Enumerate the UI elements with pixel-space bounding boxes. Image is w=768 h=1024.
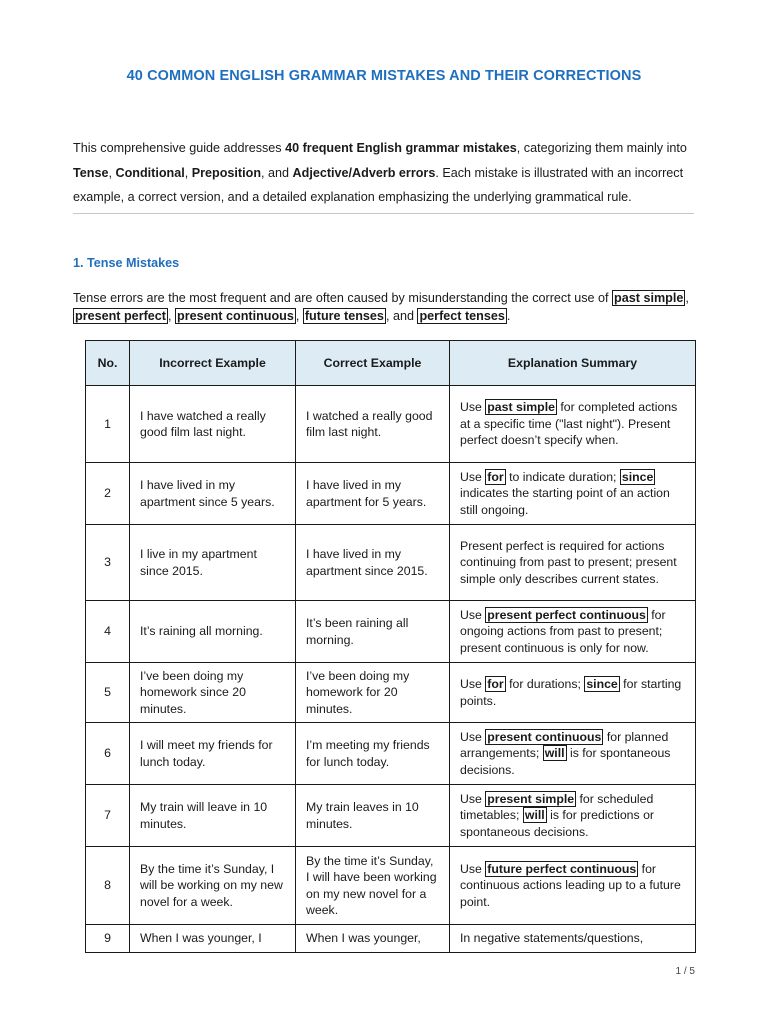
explanation-text: for planned arrangements; bbox=[460, 729, 669, 761]
header-correct-example: Correct Example bbox=[296, 341, 450, 386]
header-incorrect-example: Incorrect Example bbox=[130, 341, 296, 386]
cell-correct-example: My train leaves in 10 minutes. bbox=[296, 785, 450, 847]
keyword-highlight: for bbox=[487, 677, 504, 691]
keyword-present-perfect: present perfect bbox=[75, 309, 166, 323]
explanation-text: Use bbox=[460, 677, 486, 691]
intro-text: , bbox=[108, 165, 116, 180]
explanation-text: Use bbox=[460, 400, 486, 415]
cell-correct-example: I watched a really good film last night. bbox=[296, 386, 450, 463]
cell-incorrect-example: When I was younger, I bbox=[130, 925, 296, 953]
header-explanation-summary: Explanation Summary bbox=[450, 341, 696, 386]
intro-paragraph bbox=[73, 136, 713, 210]
cell-explanation bbox=[450, 386, 696, 463]
table-row bbox=[86, 925, 696, 953]
section-heading: 1. Tense Mistakes bbox=[73, 256, 180, 270]
keyword-present-continuous: present continuous bbox=[177, 309, 294, 323]
cell-correct-example: I’ve been doing my homework for 20 minutes. bbox=[296, 663, 450, 723]
cell-explanation bbox=[450, 847, 696, 925]
keyword-perfect-tenses: perfect tenses bbox=[419, 309, 505, 323]
explanation-text: for durations; bbox=[505, 677, 585, 691]
table-row bbox=[86, 601, 696, 663]
cell-explanation bbox=[450, 723, 696, 785]
explanation-text: indicates the starting point of an action still ongoing. bbox=[460, 486, 670, 517]
cell-incorrect-example: I have watched a really good film last night. bbox=[130, 386, 296, 463]
table-row bbox=[86, 525, 696, 601]
tense-mistakes-table bbox=[85, 340, 696, 953]
document-title: 40 COMMON ENGLISH GRAMMAR MISTAKES AND THEIR CORRECTIONS bbox=[126, 68, 642, 84]
explanation-text: Use bbox=[460, 469, 486, 484]
explanation-text: for continuous actions leading up to a future point. bbox=[460, 861, 681, 909]
horizontal-divider bbox=[73, 213, 694, 214]
intro-bold-preposition: Preposition bbox=[191, 165, 262, 180]
keyword-highlight: present simple bbox=[487, 791, 575, 806]
intro-bold-tense: Tense bbox=[73, 165, 109, 180]
explanation-text: for starting points. bbox=[460, 677, 682, 708]
explanation-text: is for predictions or spontaneous decisions. bbox=[460, 808, 655, 839]
intro-text: , categorizing them mainly into bbox=[516, 141, 687, 155]
keyword-highlight: since bbox=[586, 677, 618, 691]
section-intro-text: , bbox=[295, 309, 303, 323]
header-no: No. bbox=[86, 341, 130, 386]
cell-correct-example: When I was younger, bbox=[296, 925, 450, 953]
keyword-future-tenses: future tenses bbox=[304, 309, 384, 323]
cell-correct-example: I have lived in my apartment since 2015. bbox=[296, 525, 450, 601]
section-intro-text: , bbox=[168, 309, 175, 323]
keyword-highlight: future perfect continuous bbox=[487, 861, 637, 876]
keyword-highlight: will bbox=[524, 808, 545, 823]
explanation-text: for completed actions at a specific time ("last night"). Present perfect doesn’t specify when. bbox=[460, 400, 678, 448]
page-number: 1 / 5 bbox=[675, 966, 695, 977]
table-row bbox=[86, 847, 696, 925]
explanation-text: Use bbox=[460, 607, 486, 622]
intro-text: , and bbox=[261, 165, 293, 180]
keyword-highlight: since bbox=[621, 469, 654, 484]
cell-number: 7 bbox=[86, 785, 130, 847]
keyword-highlight: present perfect continuous bbox=[487, 607, 646, 622]
section-intro-text: , bbox=[685, 291, 689, 305]
keyword-highlight: past simple bbox=[487, 400, 555, 415]
table-header-row bbox=[86, 341, 696, 386]
explanation-text: Present perfect is required for actions continuing from past to present; present simple only describes current states. bbox=[460, 538, 677, 586]
explanation-text: In negative statements/questions, bbox=[460, 931, 644, 946]
cell-number: 3 bbox=[86, 525, 130, 601]
cell-number: 6 bbox=[86, 723, 130, 785]
cell-incorrect-example: I will meet my friends for lunch today. bbox=[130, 723, 296, 785]
cell-incorrect-example: I live in my apartment since 2015. bbox=[130, 525, 296, 601]
cell-incorrect-example: It’s raining all morning. bbox=[130, 601, 296, 663]
intro-text: , bbox=[184, 165, 192, 180]
cell-correct-example: It’s been raining all morning. bbox=[296, 601, 450, 663]
cell-number: 8 bbox=[86, 847, 130, 925]
explanation-text: Use bbox=[460, 861, 486, 876]
cell-incorrect-example: My train will leave in 10 minutes. bbox=[130, 785, 296, 847]
section-intro-text: . bbox=[506, 309, 511, 323]
cell-number: 1 bbox=[86, 386, 130, 463]
cell-explanation bbox=[450, 785, 696, 847]
section-intro-paragraph bbox=[73, 289, 695, 325]
cell-number: 2 bbox=[86, 463, 130, 525]
keyword-highlight: for bbox=[487, 469, 504, 484]
intro-bold-count: 40 frequent English grammar mistakes bbox=[285, 141, 517, 155]
intro-bold-adjective-adverb: Adjective/Adverb errors bbox=[292, 165, 436, 180]
intro-text: This comprehensive guide addresses bbox=[73, 141, 286, 155]
explanation-text: Use bbox=[460, 729, 486, 744]
section-intro-text: , and bbox=[385, 309, 418, 323]
table-row bbox=[86, 723, 696, 785]
intro-bold-conditional: Conditional bbox=[115, 165, 185, 180]
explanation-text: for scheduled timetables; bbox=[460, 791, 654, 823]
cell-explanation bbox=[450, 525, 696, 601]
explanation-text: Use bbox=[460, 791, 486, 806]
table-row bbox=[86, 463, 696, 525]
explanation-text: for ongoing actions from past to present; present continuous is only for now. bbox=[460, 607, 666, 655]
cell-correct-example: I’m meeting my friends for lunch today. bbox=[296, 723, 450, 785]
cell-number: 9 bbox=[86, 925, 130, 953]
cell-incorrect-example: I’ve been doing my homework since 20 minutes. bbox=[130, 663, 296, 723]
explanation-text: is for spontaneous decisions. bbox=[460, 746, 671, 777]
explanation-text: to indicate duration; bbox=[505, 469, 620, 484]
keyword-highlight: will bbox=[544, 746, 565, 761]
cell-correct-example: By the time it’s Sunday, I will have been working on my new novel for a week. bbox=[296, 847, 450, 925]
table-row bbox=[86, 663, 696, 723]
cell-explanation bbox=[450, 663, 696, 723]
cell-explanation bbox=[450, 601, 696, 663]
table-row bbox=[86, 386, 696, 463]
cell-correct-example: I have lived in my apartment for 5 years. bbox=[296, 463, 450, 525]
cell-incorrect-example: By the time it’s Sunday, I will be working on my new novel for a week. bbox=[130, 847, 296, 925]
keyword-past-simple: past simple bbox=[614, 291, 684, 305]
cell-number: 4 bbox=[86, 601, 130, 663]
section-intro-text: Tense errors are the most frequent and are often caused by misunderstanding the correct use of bbox=[73, 291, 613, 305]
cell-incorrect-example: I have lived in my apartment since 5 years. bbox=[130, 463, 296, 525]
cell-explanation bbox=[450, 925, 696, 953]
table-row bbox=[86, 785, 696, 847]
cell-explanation bbox=[450, 463, 696, 525]
intro-text: . Each mistake is illustrated with an incorrect example, a correct version, and a detailed explanation emphasizing the underlying grammatical rule. bbox=[73, 165, 684, 204]
keyword-highlight: present continuous bbox=[487, 729, 602, 744]
table-body bbox=[86, 386, 696, 953]
cell-number: 5 bbox=[86, 663, 130, 723]
